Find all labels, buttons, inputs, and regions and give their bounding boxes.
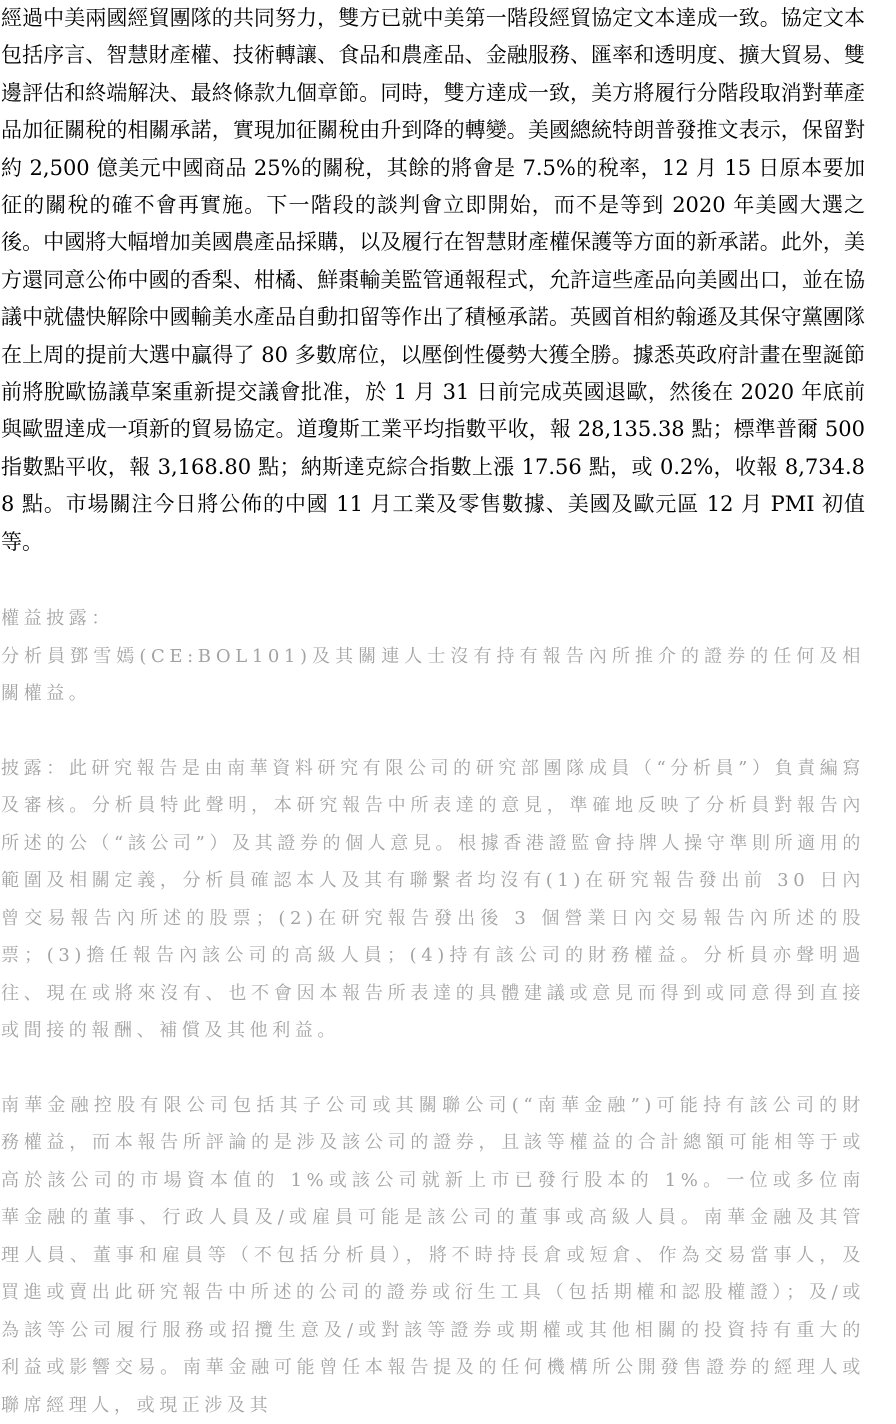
market-commentary-paragraph: 經過中美兩國經貿團隊的共同努力，雙方已就中美第一階段經貿協定文本達成一致。協定文本包括序言、智慧財產權、技術轉讓、食品和農產品、金融服務、匯率和透明度、擴大貿易、雙邊評估和終端解決、最終條款九個章節。同時，雙方達成一致，美方將履行分階段取消對華產品加征關稅的相關承諾，實現加征關稅由升到降的轉變。美國總統特朗普發推文表示，保留對約 2,500 億美元中國商品 25%的關稅，其餘的將會是 7.5%的稅率，12 月 15 日原本要加征的關稅的確不會再實施。下一階段的談判會立即開始，而不是等到 2020 年美國大選之後。中國將大幅增加美國農產品採購，以及履行在智慧財產權保護等方面的新承諾。此外，美方還同意公佈中國的香梨、柑橘、鮮棗輸美監管通報程式，允許這些產品向美國出口，並在協議中就儘快解除中國輸美水產品自動扣留等作出了積極承諾。英國首相約翰遜及其保守黨團隊在上周的提前大選中贏得了 80 多數席位，以壓倒性優勢大獲全勝。據悉英政府計畫在聖誕節前將脫歐協議草案重新提交議會批准，於 1 月 31 日前完成英國退歐，然後在 2020 年底前與歐盟達成一項新的貿易協定。道瓊斯工業平均指數平收，報 28,135.38 點；標準普爾 500 指數點平收，報 3,168.80 點；納斯達克綜合指數上漲 17.56 點，或 0.2%，收報 8,734.88 點。市場關注今日將公佈的中國 11 月工業及零售數據、美國及歐元區 12 月 PMI 初值等。	[1, 6, 865, 554]
interest-disclosure-heading: 權益披露：	[1, 608, 114, 630]
company-disclosure-paragraph: 南華金融控股有限公司包括其子公司或其關聯公司(“南華金融”)可能持有該公司的財務權益，而本報告所評論的是涉及該公司的證券，且該等權益的合計總額可能相等于或高於該公司的市場資本值的 1%或該公司就新上市已發行股本的 1%。一位或多位南華金融的董事、行政人員及/或雇員可能是該公司的董事或高級人員。南華金融及其管理人員、董事和雇員等（不包括分析員），將不時持長倉或短倉、作為交易當事人，及買進或賣出此研究報告中所述的公司的證券或衍生工具（包括期權和認股權證）；及/或為該等公司履行服務或招攬生意及/或對該等證券或期權或其他相關的投資持有重大的利益或影響交易。南華金融可能曾任本報告提及的任何機構所公開發售證券的經理人或聯席經理人，或現正涉及其	[1, 1094, 865, 1416]
interest-disclosure-body: 分析員鄧雪嫣(CE:BOL101)及其關連人士沒有持有報告內所推介的證券的任何及相關權益。	[1, 645, 865, 705]
analyst-disclosure-paragraph: 披露：此研究報告是由南華資料研究有限公司的研究部團隊成員（“分析員”）負責編寫及審核。分析員特此聲明，本研究報告中所表達的意見，準確地反映了分析員對報告內所述的公（“該公司”）及其證券的個人意見。根據香港證監會持牌人操守準則所適用的範圍及相關定義，分析員確認本人及其有聯繫者均沒有(1)在研究報告發出前 30 日內曾交易報告內所述的股票；(2)在研究報告發出後 3 個營業日內交易報告內所述的股票；(3)擔任報告內該公司的高級人員；(4)持有該公司的財務權益。分析員亦聲明過往、現在或將來沒有、也不會因本報告所表達的具體建議或意見而得到或同意得到直接或間接的報酬、補償及其他利益。	[1, 757, 865, 1042]
interest-disclosure	[1, 600, 865, 713]
